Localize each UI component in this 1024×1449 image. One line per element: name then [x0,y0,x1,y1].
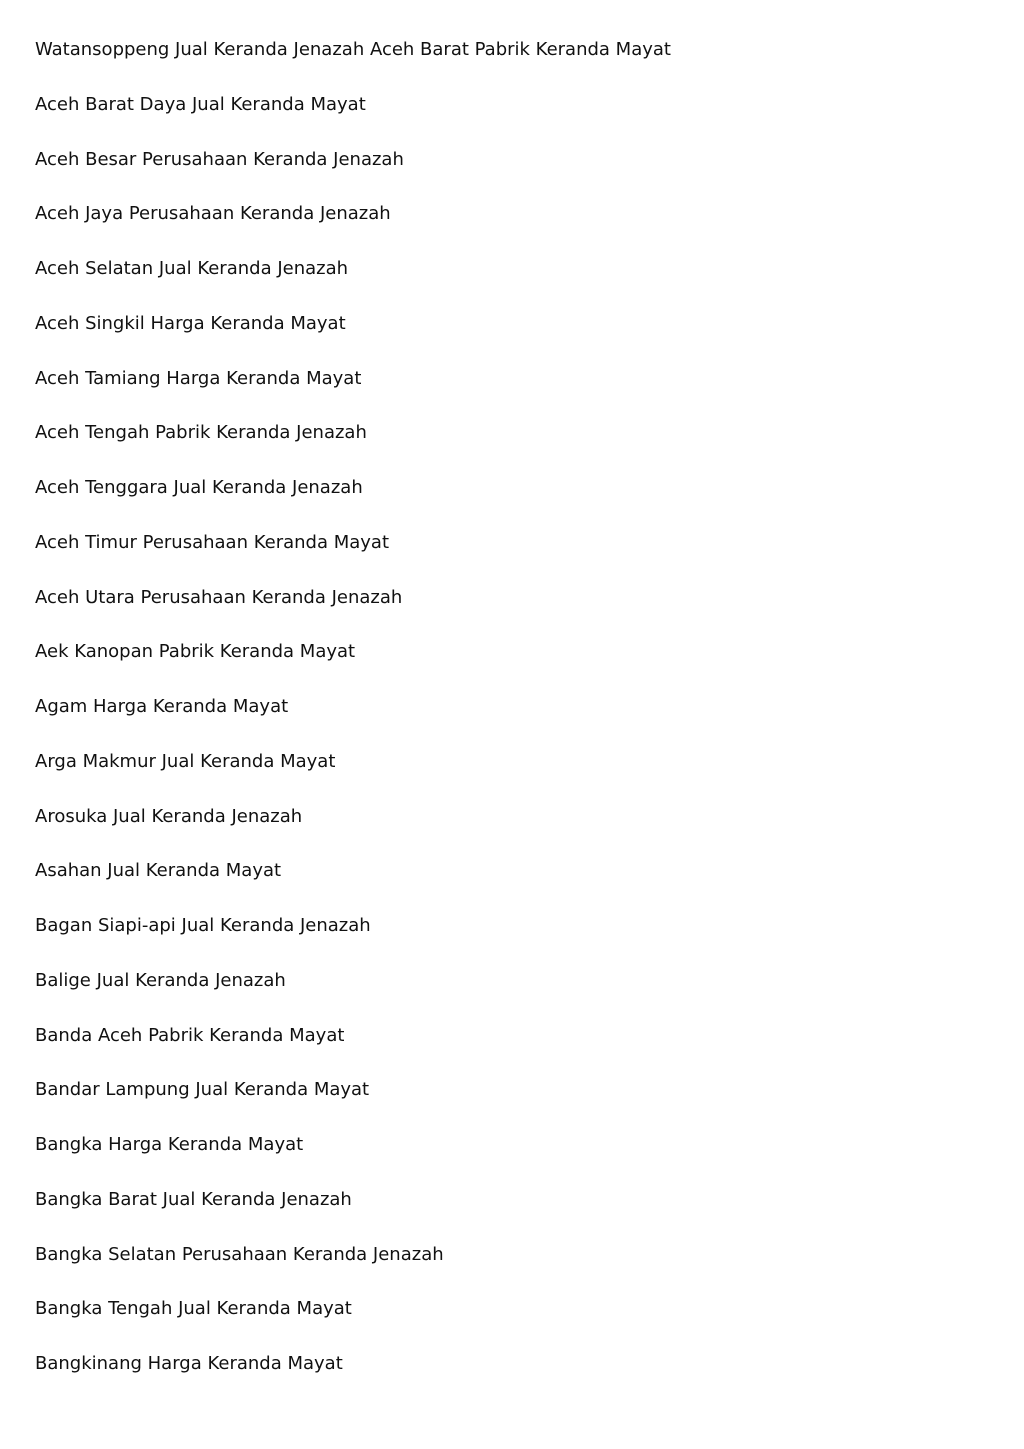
text-line-20: Bandar Lampung Jual Keranda Mayat [35,1079,370,1101]
text-line-3: Aceh Besar Perusahaan Keranda Jenazah [35,148,404,170]
text-line-7: Aceh Tamiang Harga Keranda Mayat [35,367,362,389]
text-line-17: Bagan Siapi-api Jual Keranda Jenazah [35,915,371,936]
text-line-11: Aceh Utara Perusahaan Keranda Jenazah [35,586,403,608]
text-line-4: Aceh Jaya Perusahaan Keranda Jenazah [35,203,391,225]
text-line-21: Bangka Harga Keranda Mayat [35,1134,304,1155]
text-line-16: Asahan Jual Keranda Mayat [35,860,282,882]
text-line-12: Aek Kanopan Pabrik Keranda Mayat [35,641,356,663]
text-line-10: Aceh Timur Perusahaan Keranda Mayat [35,531,390,553]
text-line-15: Arosuka Jual Keranda Jenazah [35,805,303,827]
text-line-19: Banda Aceh Pabrik Keranda Mayat [35,1024,345,1046]
text-line-18: Balige Jual Keranda Jenazah [35,969,286,991]
text-line-8: Aceh Tengah Pabrik Keranda Jenazah [35,422,367,444]
text-line-24: Bangka Tengah Jual Keranda Mayat [35,1298,352,1320]
text-line-2: Aceh Barat Daya Jual Keranda Mayat [35,93,366,115]
text-line-9: Aceh Tenggara Jual Keranda Jenazah [35,477,363,498]
text-line-25: Bangkinang Harga Keranda Mayat [35,1353,343,1374]
text-line-6: Aceh Singkil Harga Keranda Mayat [35,312,346,334]
text-line-1: Watansoppeng Jual Keranda Jenazah Aceh Barat Pabrik Keranda Mayat [35,39,671,60]
text-line-23: Bangka Selatan Perusahaan Keranda Jenazah [35,1243,444,1265]
text-line-13: Agam Harga Keranda Mayat [35,696,289,717]
text-line-22: Bangka Barat Jual Keranda Jenazah [35,1188,352,1210]
text-line-14: Arga Makmur Jual Keranda Mayat [35,750,336,772]
document-body [35,36,995,1405]
text-line-5: Aceh Selatan Jual Keranda Jenazah [35,258,349,279]
